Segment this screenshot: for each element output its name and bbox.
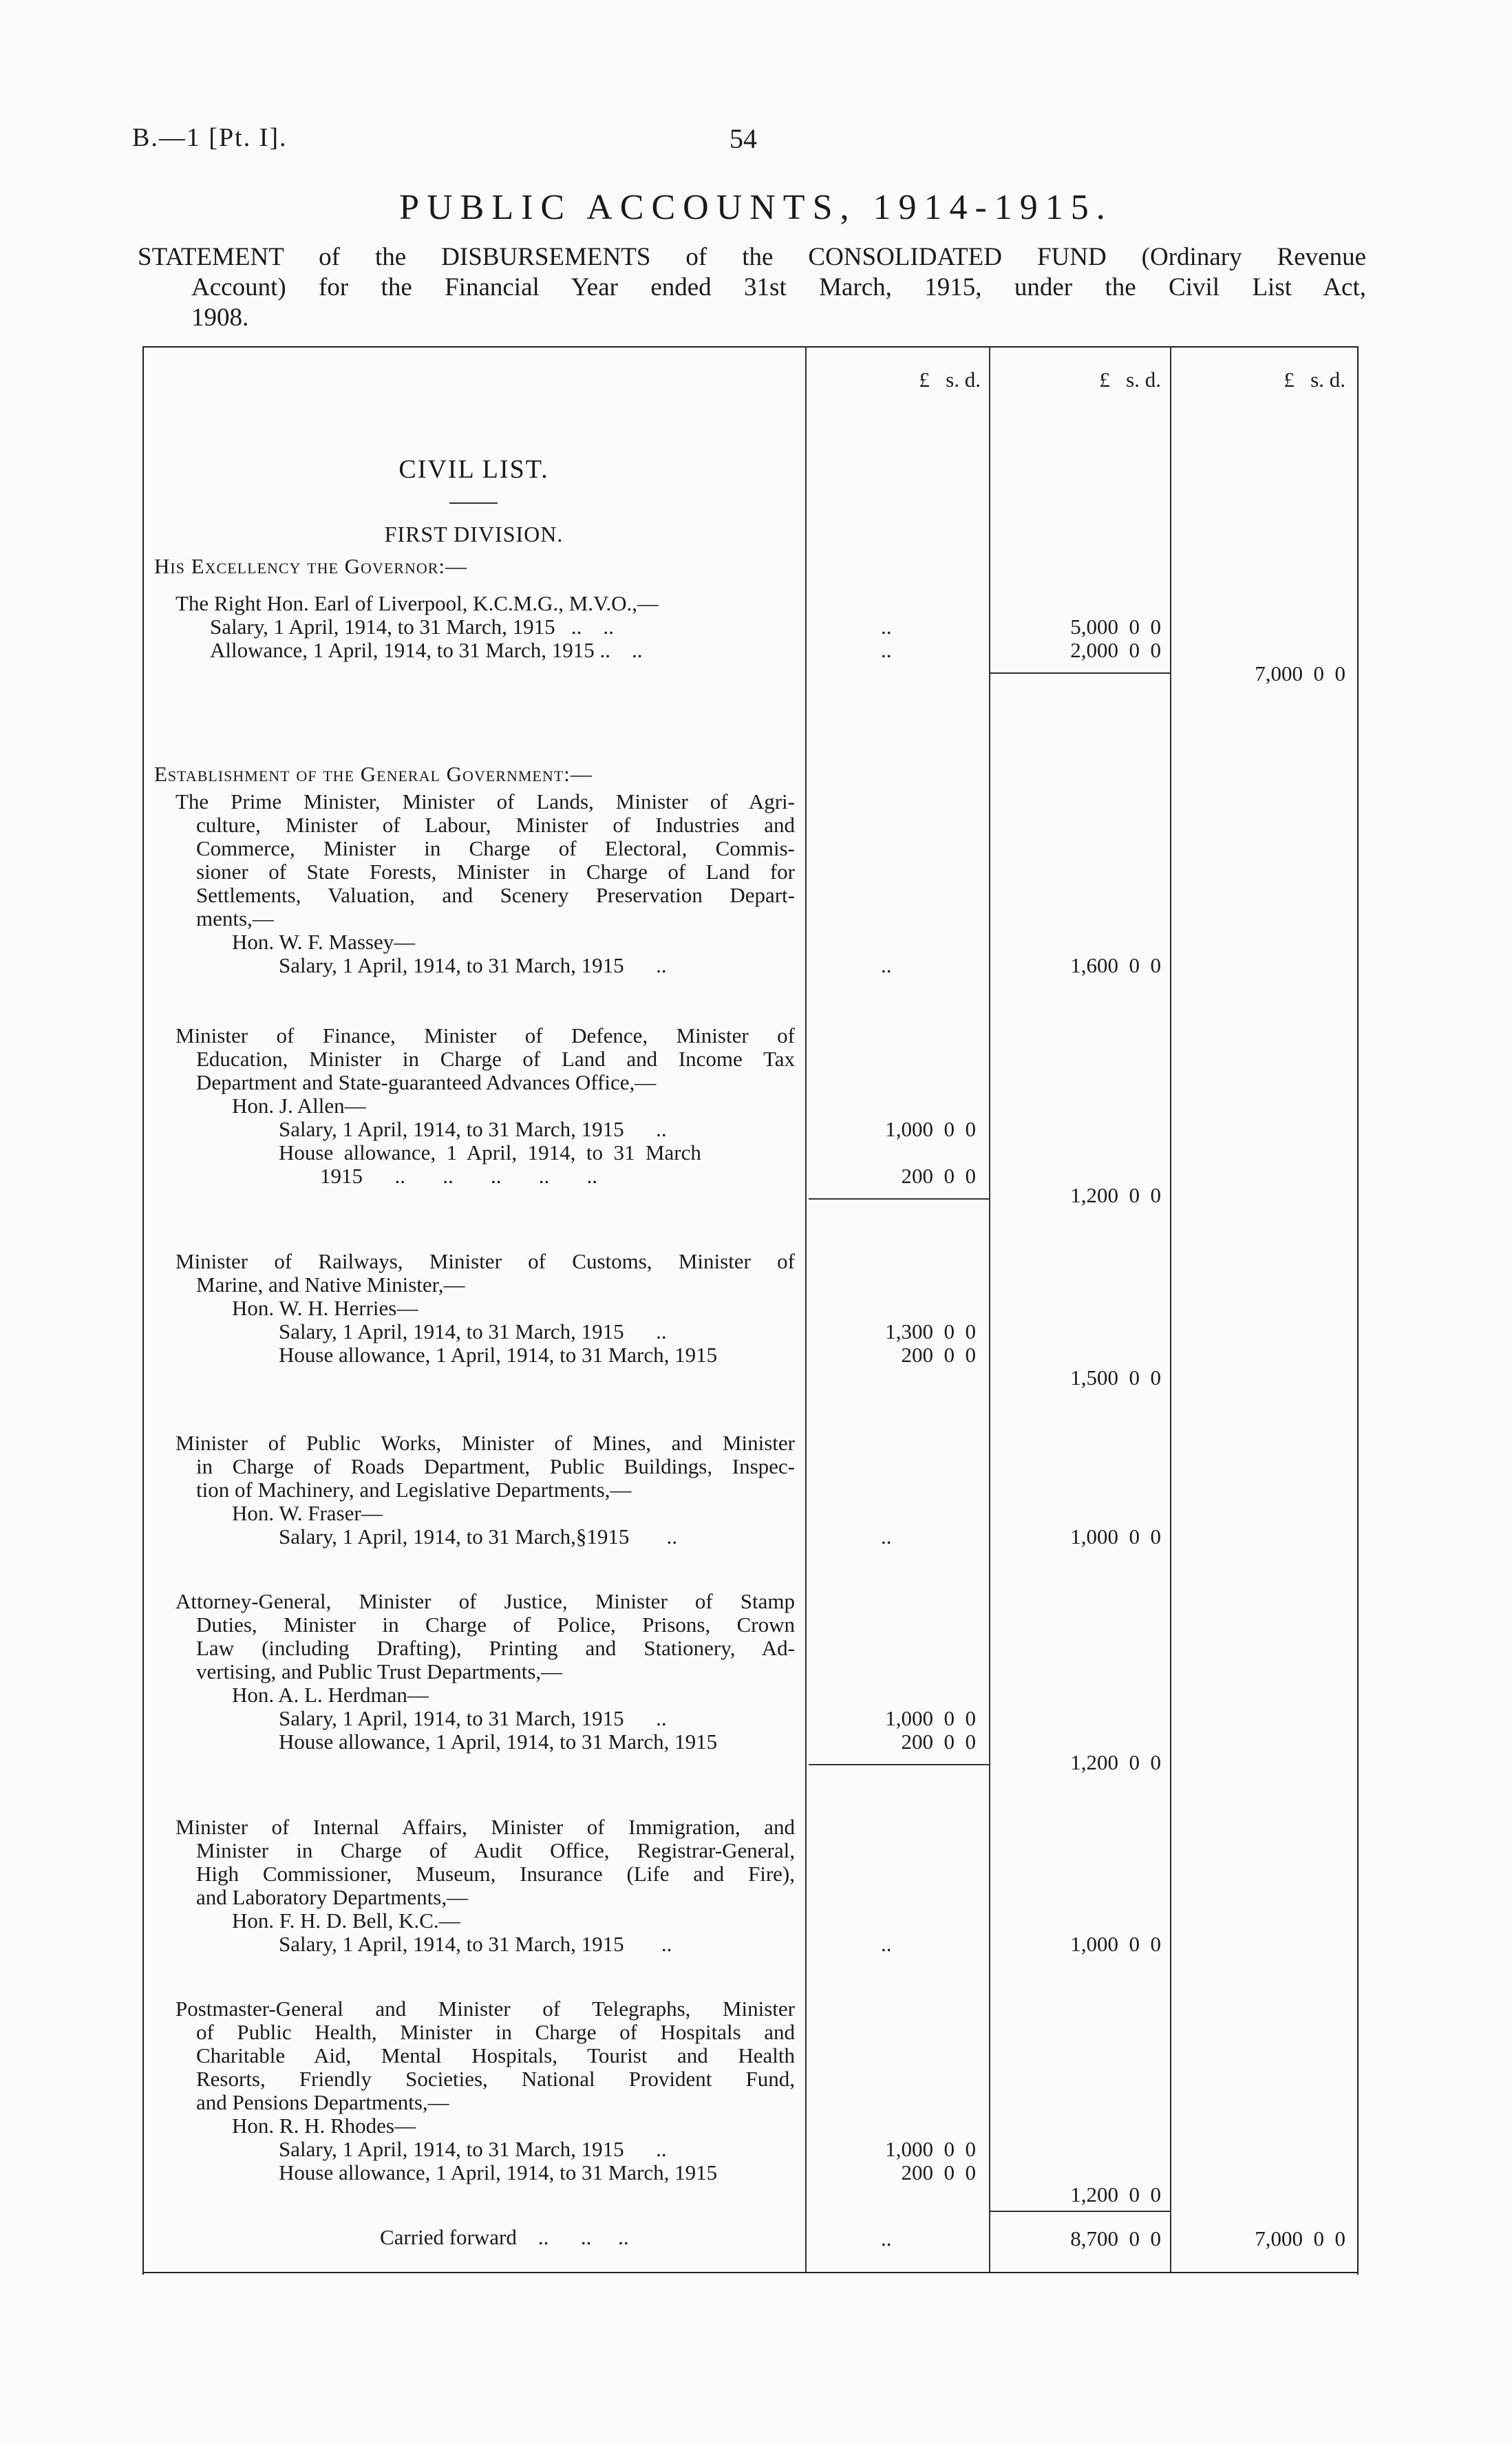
finance-salary-amount: 1,000 0 0 [885, 1117, 976, 1141]
internal-line-1: Minister of Internal Affairs, Minister of Immigration, and [175, 1815, 795, 1839]
internal-description [175, 1816, 795, 1909]
governor-allowance-label: Allowance, 1 April, 1914, to 31 March, 1915 .. .. [210, 638, 643, 662]
internal-line-3: High Commissioner, Museum, Insurance (Life and Fire), [196, 1862, 795, 1886]
postmaster-house-amount: 200 0 0 [901, 2160, 976, 2184]
carried-forward-dots: .. [881, 2226, 892, 2251]
railways-house-amount: 200 0 0 [901, 1343, 976, 1367]
column-divider-1 [805, 346, 807, 2273]
pm-line-1: The Prime Minister, Minister of Lands, Minister of Agri- [175, 789, 795, 813]
postmaster-house-label: House allowance, 1 April, 1914, to 31 March, 1915 [279, 2160, 718, 2184]
postmaster-line-3: Charitable Aid, Mental Hospitals, Tourist and Health [196, 2043, 795, 2067]
postmaster-line-2: of Public Health, Minister in Charge of Hospitals and [196, 2020, 795, 2044]
works-line-2: in Charge of Roads Department, Public Buildings, Inspec- [196, 1454, 795, 1478]
column-divider-2 [989, 346, 990, 2273]
pm-line-4: sioner of State Forests, Minister in Charge of Land for [196, 860, 795, 884]
railways-line-1: Minister of Railways, Minister of Customs, Minister of [175, 1249, 795, 1273]
page-title: PUBLIC ACCOUNTS, 1914-1915. [399, 188, 1113, 227]
pm-line-3: Commerce, Minister in Charge of Electoral, Commis- [196, 836, 795, 860]
pm-line-2: culture, Minister of Labour, Minister of Industries and [196, 813, 795, 837]
railways-description [175, 1250, 795, 1297]
governor-subtotal-rule [989, 672, 1170, 674]
column-divider-3 [1170, 346, 1171, 2273]
attorney-name: Hon. A. L. Herdman— [232, 1683, 429, 1707]
governor-salary-label: Salary, 1 April, 1914, to 31 March, 1915 .. .. [210, 615, 614, 639]
attorney-description [175, 1590, 795, 1683]
carried-forward-rule [989, 2211, 1170, 2212]
attorney-salary-label: Salary, 1 April, 1914, to 31 March, 1915 .. [279, 1706, 667, 1730]
pm-name: Hon. W. F. Massey— [232, 930, 416, 954]
railways-salary-label: Salary, 1 April, 1914, to 31 March, 1915 .. [279, 1319, 667, 1343]
works-name: Hon. W. Fraser— [232, 1501, 383, 1525]
attorney-house-label: House allowance, 1 April, 1914, to 31 March, 1915 [279, 1730, 718, 1754]
statement-heading [138, 242, 1366, 333]
attorney-line-2: Duties, Minister in Charge of Police, Prisons, Crown [196, 1613, 795, 1637]
postmaster-salary-amount: 1,000 0 0 [885, 2137, 976, 2161]
internal-amount: 1,000 0 0 [1070, 1932, 1161, 1956]
finance-subtotal-rule [809, 1198, 989, 1200]
column-header-2: £ s. d. [1099, 368, 1161, 392]
works-salary-label: Salary, 1 April, 1914, to 31 March,§1915 .. [279, 1524, 678, 1549]
division-heading: FIRST DIVISION. [384, 522, 564, 546]
document-reference: B.—1 [Pt. I]. [132, 123, 288, 152]
internal-name: Hon. F. H. D. Bell, K.C.— [232, 1908, 460, 1933]
internal-line-4: and Laboratory Departments,— [196, 1885, 469, 1909]
statement-line-1: STATEMENT of the DISBURSEMENTS of the CONSOLIDATED FUND (Ordinary Revenue [138, 243, 1366, 271]
column-header-3: £ s. d. [1284, 368, 1345, 392]
internal-salary-label: Salary, 1 April, 1914, to 31 March, 1915 .. [279, 1932, 672, 1956]
railways-total: 1,500 0 0 [1070, 1365, 1161, 1390]
pm-line-5: Settlements, Valuation, and Scenery Preservation Depart- [196, 883, 795, 907]
railways-name: Hon. W. H. Herries— [232, 1296, 418, 1320]
finance-house-label-2: 1915 .. .. .. .. .. [320, 1164, 597, 1188]
carried-forward-column-3: 7,000 0 0 [1255, 2226, 1345, 2251]
governor-total: 7,000 0 0 [1255, 661, 1345, 685]
governor-heading: His Excellency the Governor:— [154, 554, 468, 578]
finance-house-amount: 200 0 0 [901, 1164, 976, 1188]
internal-line-2: Minister in Charge of Audit Office, Registrar-General, [196, 1838, 795, 1862]
works-description [175, 1432, 795, 1502]
postmaster-salary-label: Salary, 1 April, 1914, to 31 March, 1915 .. [279, 2137, 667, 2161]
governor-allowance-dots: .. [881, 638, 892, 662]
finance-line-2: Education, Minister in Charge of Land and Income Tax [196, 1047, 795, 1071]
page-number: 54 [730, 123, 757, 154]
internal-salary-dots: .. [881, 1932, 892, 1956]
works-line-3: tion of Machinery, and Legislative Departments,— [196, 1478, 632, 1502]
governor-name: The Right Hon. Earl of Liverpool, K.C.M.G., M.V.O.,— [175, 591, 659, 615]
civil-list-heading: CIVIL LIST. [398, 455, 549, 484]
attorney-total: 1,200 0 0 [1070, 1750, 1161, 1774]
attorney-line-1: Attorney-General, Minister of Justice, Minister of Stamp [175, 1589, 795, 1613]
pm-amount: 1,600 0 0 [1070, 953, 1161, 977]
pm-salary-label: Salary, 1 April, 1914, to 31 March, 1915 .. [279, 953, 667, 977]
table-bottom-rule [142, 2272, 1357, 2273]
railways-house-label: House allowance, 1 April, 1914, to 31 March, 1915 [279, 1343, 718, 1367]
attorney-house-amount: 200 0 0 [901, 1730, 976, 1754]
postmaster-line-5: and Pensions Departments,— [196, 2090, 449, 2114]
works-salary-dots: .. [881, 1524, 892, 1549]
statement-line-3: 1908. [191, 304, 249, 332]
governor-salary-dots: .. [881, 615, 892, 639]
attorney-subtotal-rule [809, 1764, 989, 1765]
pm-line-6: ments,— [196, 906, 274, 930]
postmaster-total: 1,200 0 0 [1070, 2182, 1161, 2206]
finance-house-label-1: House allowance, 1 April, 1914, to 31 March [279, 1140, 701, 1164]
attorney-line-3: Law (including Drafting), Printing and Stationery, Ad- [196, 1636, 795, 1660]
carried-forward-column-2: 8,700 0 0 [1070, 2226, 1161, 2251]
statement-line-2: Account) for the Financial Year ended 31st March, 1915, under the Civil List Act, [191, 273, 1366, 301]
postmaster-name: Hon. R. H. Rhodes— [232, 2114, 416, 2138]
finance-line-1: Minister of Finance, Minister of Defence, Minister of [175, 1023, 795, 1047]
attorney-salary-amount: 1,000 0 0 [885, 1706, 976, 1730]
finance-salary-label: Salary, 1 April, 1914, to 31 March, 1915 .. [279, 1117, 667, 1141]
establishment-heading: Establishment of the General Government:— [154, 762, 593, 786]
finance-name: Hon. J. Allen— [232, 1094, 366, 1118]
attorney-line-4: vertising, and Public Trust Departments,— [196, 1659, 563, 1683]
finance-line-3: Department and State-guaranteed Advances Office,— [196, 1070, 657, 1094]
works-line-1: Minister of Public Works, Minister of Mines, and Minister [175, 1431, 795, 1455]
railways-salary-amount: 1,300 0 0 [885, 1319, 976, 1343]
pm-description [175, 790, 795, 930]
railways-line-2: Marine, and Native Minister,— [196, 1273, 465, 1297]
pm-salary-dots: .. [881, 953, 892, 977]
heading-rule [449, 502, 498, 504]
carried-forward-label: Carried forward .. .. .. [380, 2225, 629, 2249]
finance-total: 1,200 0 0 [1070, 1183, 1161, 1207]
governor-salary-amount: 5,000 0 0 [1070, 615, 1161, 639]
finance-description [175, 1024, 795, 1094]
works-amount: 1,000 0 0 [1070, 1524, 1161, 1549]
postmaster-description [175, 1997, 795, 2114]
governor-allowance-amount: 2,000 0 0 [1070, 638, 1161, 662]
column-header-1: £ s. d. [919, 368, 981, 392]
postmaster-line-1: Postmaster-General and Minister of Telegraphs, Minister [175, 1997, 795, 2021]
postmaster-line-4: Resorts, Friendly Societies, National Provident Fund, [196, 2067, 795, 2091]
